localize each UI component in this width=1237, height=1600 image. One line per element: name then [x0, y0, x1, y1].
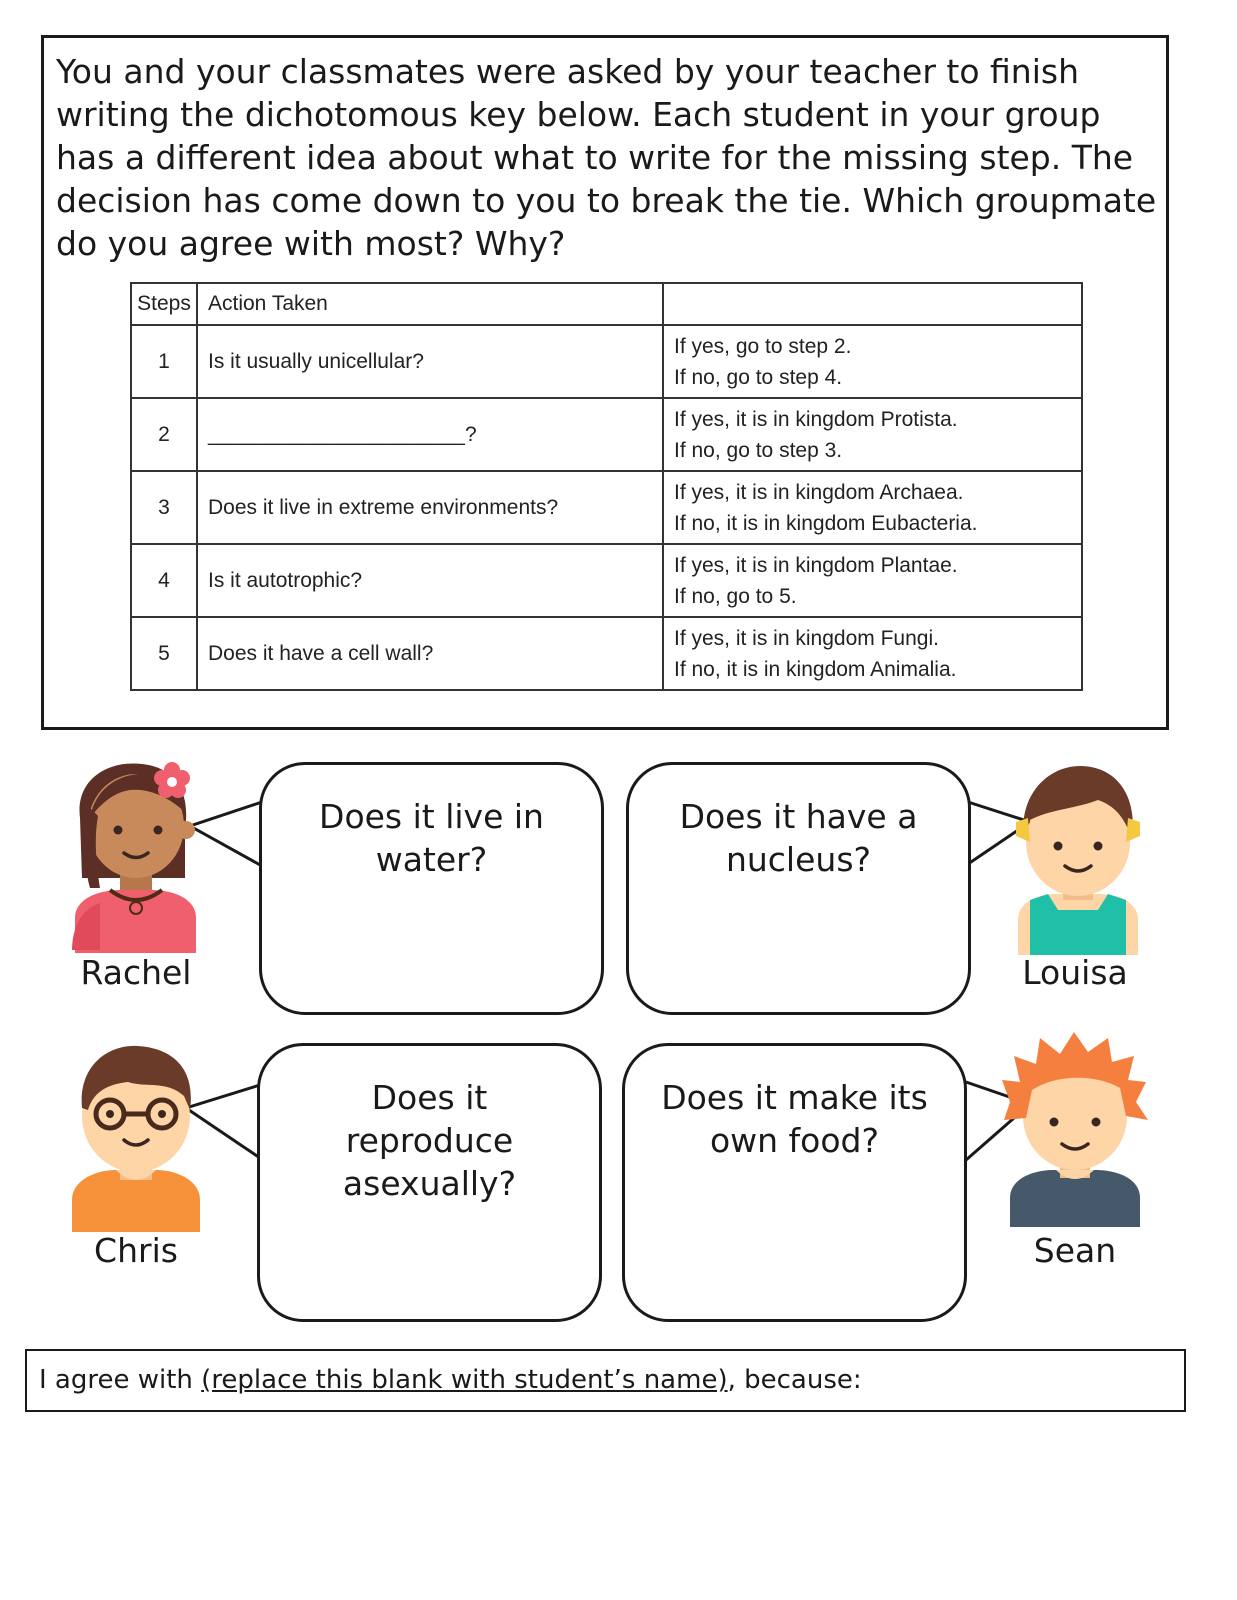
rachel-idea: Does it live in water? [319, 797, 544, 879]
step-result [663, 544, 1082, 617]
step-action: Does it have a cell wall? [197, 617, 663, 690]
chris-avatar [66, 1040, 206, 1235]
result-yes: If yes, go to step 2. [674, 334, 852, 358]
step-action-blank[interactable]: ______________________? [197, 398, 663, 471]
rachel-speech-bubble [259, 762, 604, 1015]
step-result [663, 617, 1082, 690]
rachel-avatar [70, 758, 200, 953]
louisa-speech-bubble [626, 762, 971, 1015]
step-result [663, 471, 1082, 544]
sean-idea: Does it make its own food? [661, 1078, 928, 1160]
rachel-name: Rachel [80, 953, 192, 992]
louisa-name: Louisa [1022, 953, 1128, 992]
step-result [663, 325, 1082, 398]
result-no: If no, go to 5. [674, 584, 797, 608]
result-no: If no, go to step 4. [674, 365, 843, 389]
result-no: If no, it is in kingdom Animalia. [674, 657, 957, 681]
table-row [131, 471, 1082, 544]
table-row [131, 398, 1082, 471]
answer-blank[interactable]: (replace this blank with student’s name) [201, 1365, 728, 1395]
result-no: If no, it is in kingdom Eubacteria. [674, 511, 978, 535]
step-number: 5 [131, 617, 197, 690]
result-yes: If yes, it is in kingdom Plantae. [674, 553, 958, 577]
header-steps: Steps [131, 283, 197, 325]
step-number: 3 [131, 471, 197, 544]
step-action: Is it usually unicellular? [197, 325, 663, 398]
table-row [131, 544, 1082, 617]
chris-idea: Does it reproduce asexually? [342, 1078, 517, 1203]
step-number: 1 [131, 325, 197, 398]
step-result [663, 398, 1082, 471]
result-no: If no, go to step 3. [674, 438, 843, 462]
header-result [663, 283, 1082, 325]
prompt-text: You and your classmates were asked by your teacher to finish writing the dichotomous key below. Each student in your group has a different idea about what to write for the missing step. The decision has come down to you to break the tie. Which groupmate do you agree with most? Why? [56, 52, 1157, 263]
answer-prefix: I agree with [39, 1365, 202, 1395]
step-action: Does it live in extreme environments? [197, 471, 663, 544]
result-yes: If yes, it is in kingdom Fungi. [674, 626, 939, 650]
sean-name: Sean [1033, 1231, 1117, 1270]
step-number: 2 [131, 398, 197, 471]
table-row [131, 325, 1082, 398]
louisa-avatar [1008, 760, 1148, 955]
table-header-row [131, 283, 1082, 325]
rachel-bubble-tail [190, 802, 262, 866]
prompt-box [41, 35, 1169, 730]
chris-name: Chris [94, 1231, 178, 1270]
sean-avatar [1000, 1032, 1150, 1227]
result-yes: If yes, it is in kingdom Protista. [674, 407, 958, 431]
answer-box[interactable] [25, 1349, 1186, 1412]
louisa-idea: Does it have a nucleus? [679, 797, 918, 879]
step-action: Is it autotrophic? [197, 544, 663, 617]
sean-speech-bubble [622, 1043, 967, 1322]
chris-speech-bubble [257, 1043, 602, 1322]
answer-suffix: , because: [727, 1365, 862, 1395]
dichotomous-key-table [130, 282, 1083, 691]
step-number: 4 [131, 544, 197, 617]
table-row [131, 617, 1082, 690]
header-action: Action Taken [197, 283, 663, 325]
result-yes: If yes, it is in kingdom Archaea. [674, 480, 964, 504]
